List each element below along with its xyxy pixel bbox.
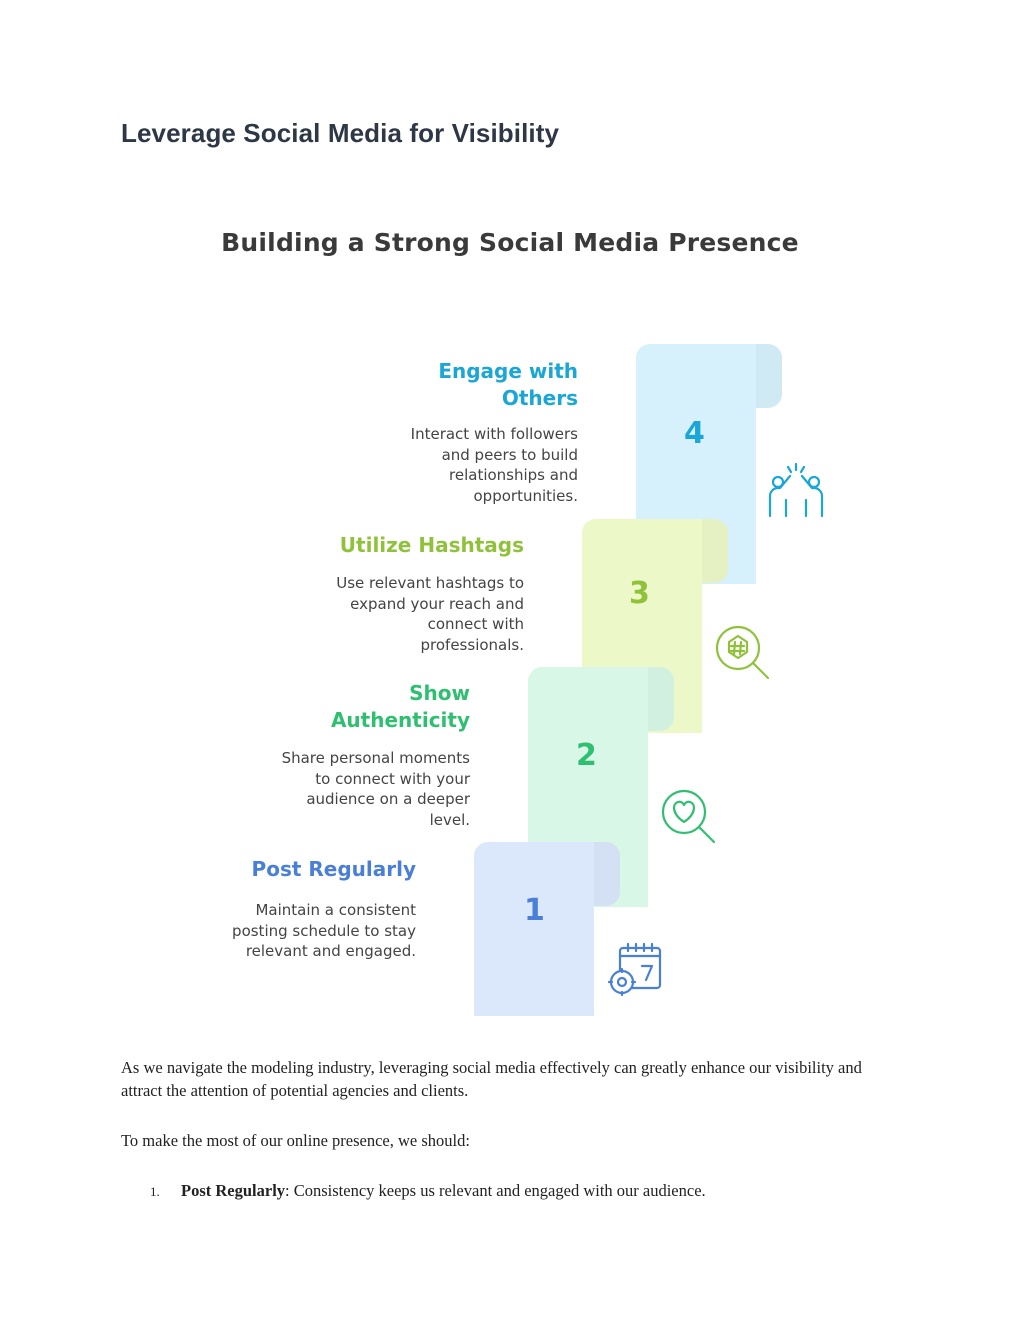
infographic-title: Building a Strong Social Media Presence bbox=[221, 228, 799, 257]
list-item bbox=[150, 1179, 706, 1203]
step-3-number: 3 bbox=[629, 576, 650, 611]
step-2-description: Share personal moments to connect with your audience on a deeper level. bbox=[281, 749, 470, 829]
step-1-title: Post Regularly bbox=[251, 857, 416, 881]
calendar-gear-icon bbox=[606, 942, 664, 1000]
infographic bbox=[200, 210, 840, 1030]
hashtag-search-icon bbox=[714, 624, 772, 682]
step-3-description: Use relevant hashtags to expand your reach and connect with professionals. bbox=[336, 574, 524, 654]
step-2-title: Show Authenticity bbox=[330, 681, 470, 732]
step-1-panel-curl bbox=[594, 842, 620, 906]
step-1-number: 1 bbox=[524, 893, 545, 928]
paragraph-lead-in: To make the most of our online presence, we should: bbox=[121, 1131, 470, 1150]
step-1-description: Maintain a consistent posting schedule to stay relevant and engaged. bbox=[232, 901, 416, 960]
page-heading: Leverage Social Media for Visibility bbox=[121, 118, 560, 148]
step-4-panel-curl bbox=[756, 344, 782, 408]
step-4-description: Interact with followers and peers to build relationships and opportunities. bbox=[410, 425, 578, 505]
step-3-title: Utilize Hashtags bbox=[339, 533, 524, 557]
step-2-number: 2 bbox=[576, 738, 597, 773]
step-3-panel-curl bbox=[702, 519, 728, 583]
list-item-marker: 1. bbox=[150, 1184, 160, 1199]
list-item-text: : Consistency keeps us relevant and engaged with our audience. bbox=[285, 1181, 706, 1200]
step-4-title: Engage with Others bbox=[438, 359, 578, 410]
paragraph-intro: As we navigate the modeling industry, leveraging social media effectively can greatly enhance our visibility and attract the attention of potential agencies and clients. bbox=[121, 1058, 862, 1100]
high-five-icon bbox=[766, 462, 826, 520]
step-1-panel bbox=[474, 842, 594, 1016]
list-item-term: Post Regularly bbox=[181, 1181, 286, 1200]
heart-search-icon bbox=[660, 788, 718, 846]
step-4-number: 4 bbox=[684, 416, 705, 451]
step-2-panel-curl bbox=[648, 667, 674, 731]
